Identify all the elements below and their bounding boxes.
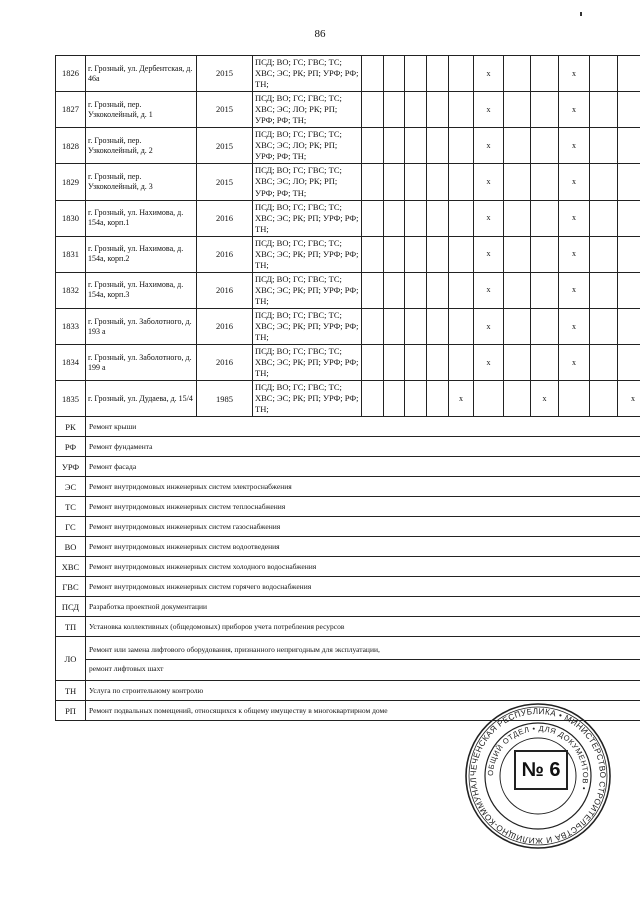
legend-code: ПСД [56, 597, 86, 617]
row-number: 1835 [56, 381, 86, 417]
row-mark-cell: x [474, 236, 504, 272]
row-works-list: ПСД; ВО; ГС; ГВС; ТС; ХВС; ЭС; РК; РП; УРФ; РФ; ТН; [253, 236, 362, 272]
row-mark-cell [590, 92, 618, 128]
legend-row [56, 537, 640, 557]
legend-code: ТС [56, 497, 86, 517]
legend-row [56, 577, 640, 597]
row-year: 2015 [197, 56, 253, 92]
row-mark-cell [449, 200, 474, 236]
row-mark-cell [427, 92, 449, 128]
row-mark-cell: x [559, 345, 590, 381]
row-address: г. Грозный, ул. Нахимова, д. 154а, корп.3 [86, 272, 197, 308]
legend-description-line: ремонт лифтовых шахт [89, 664, 164, 674]
legend-description: Ремонт фундамента [86, 437, 640, 457]
legend-code: ЛО [56, 637, 86, 681]
legend-code: ТН [56, 681, 86, 701]
row-number: 1833 [56, 308, 86, 344]
row-mark-cell [531, 92, 559, 128]
legend-description: Ремонт фасада [86, 457, 640, 477]
row-mark-cell [590, 236, 618, 272]
row-year: 2016 [197, 345, 253, 381]
legend-code: ГВС [56, 577, 86, 597]
row-mark-cell [590, 128, 618, 164]
row-mark-cell: x [559, 56, 590, 92]
table-row [56, 272, 640, 308]
row-mark-cell: x [531, 381, 559, 417]
row-mark-cell [618, 308, 640, 344]
row-mark-cell [449, 272, 474, 308]
legend-code: ЭС [56, 477, 86, 497]
row-works-list: ПСД; ВО; ГС; ГВС; ТС; ХВС; ЭС; ЛО; РК; РП; УРФ; РФ; ТН; [253, 92, 362, 128]
legend-code: ТП [56, 617, 86, 637]
row-mark-cell [405, 164, 427, 200]
row-mark-cell [531, 56, 559, 92]
row-mark-cell [362, 308, 384, 344]
legend-row [56, 497, 640, 517]
row-mark-cell: x [559, 92, 590, 128]
row-works-list: ПСД; ВО; ГС; ГВС; ТС; ХВС; ЭС; РК; РП; УРФ; РФ; ТН; [253, 56, 362, 92]
row-mark-cell [427, 200, 449, 236]
row-mark-cell [449, 92, 474, 128]
legend-row [56, 681, 640, 701]
row-mark-cell: x [474, 308, 504, 344]
row-mark-cell [362, 200, 384, 236]
row-mark-cell [362, 56, 384, 92]
row-year: 2015 [197, 92, 253, 128]
row-mark-cell [362, 164, 384, 200]
row-mark-cell [384, 92, 405, 128]
row-mark-cell [384, 236, 405, 272]
row-mark-cell [531, 200, 559, 236]
row-address: г. Грозный, ул. Заболотного, д. 199 а [86, 345, 197, 381]
row-mark-cell [504, 345, 531, 381]
legend-row [56, 597, 640, 617]
row-mark-cell [504, 164, 531, 200]
row-number: 1834 [56, 345, 86, 381]
row-year: 2016 [197, 236, 253, 272]
row-mark-cell: x [474, 56, 504, 92]
row-mark-cell [362, 345, 384, 381]
row-mark-cell [405, 236, 427, 272]
row-mark-cell [427, 56, 449, 92]
row-works-list: ПСД; ВО; ГС; ГВС; ТС; ХВС; ЭС; РК; РП; УРФ; РФ; ТН; [253, 308, 362, 344]
legend-code: УРФ [56, 457, 86, 477]
row-mark-cell [427, 128, 449, 164]
row-mark-cell: x [559, 200, 590, 236]
row-mark-cell [618, 200, 640, 236]
legend-description: Услуга по строительному контролю [86, 681, 640, 701]
legend-code: ВО [56, 537, 86, 557]
row-mark-cell [449, 308, 474, 344]
row-mark-cell: x [618, 381, 640, 417]
row-mark-cell [504, 56, 531, 92]
legend-description: Ремонт внутридомовых инженерных систем теплоснабжения [86, 497, 640, 517]
row-mark-cell: x [449, 381, 474, 417]
legend-code: РФ [56, 437, 86, 457]
row-works-list: ПСД; ВО; ГС; ГВС; ТС; ХВС; ЭС; РК; РП; УРФ; РФ; ТН; [253, 345, 362, 381]
legend-description: Ремонт внутридомовых инженерных систем электроснабжения [86, 477, 640, 497]
legend-description: Ремонт внутридомовых инженерных систем водоотведения [86, 537, 640, 557]
table-row [56, 56, 640, 92]
row-mark-cell [504, 308, 531, 344]
row-mark-cell [362, 236, 384, 272]
row-address: г. Грозный, пер. Узкоколейный, д. 1 [86, 92, 197, 128]
repair-program-table [55, 55, 640, 721]
table-row [56, 92, 640, 128]
row-mark-cell [449, 164, 474, 200]
object-rows [56, 56, 640, 417]
row-mark-cell [427, 272, 449, 308]
table-row [56, 200, 640, 236]
row-mark-cell: x [559, 128, 590, 164]
legend-rows [56, 417, 640, 721]
row-mark-cell [384, 56, 405, 92]
legend-description: Ремонт внутридомовых инженерных систем холодного водоснабжения [86, 557, 640, 577]
row-mark-cell [362, 128, 384, 164]
row-mark-cell [531, 345, 559, 381]
stamp-outer-text: ЧЕЧЕНСКАЯ РЕСПУБЛИКА • МИНИСТЕРСТВО СТРОИТЕЛЬСТВА И ЖИЛИЩНО-КОММУНАЛ [468, 706, 608, 846]
legend-code: РП [56, 701, 86, 721]
legend-description-line: Ремонт или замена лифтового оборудования, признанного непригодным для эксплуатации, [86, 642, 640, 660]
row-address: г. Грозный, ул. Дербентская, д. 46а [86, 56, 197, 92]
row-mark-cell [590, 164, 618, 200]
legend-description: Разработка проектной документации [86, 597, 640, 617]
table-row [56, 345, 640, 381]
table-row [56, 128, 640, 164]
table-row [56, 236, 640, 272]
row-number: 1832 [56, 272, 86, 308]
row-address: г. Грозный, ул. Заболотного, д. 193 а [86, 308, 197, 344]
row-year: 2015 [197, 128, 253, 164]
row-mark-cell [384, 308, 405, 344]
row-mark-cell [384, 128, 405, 164]
row-year: 2015 [197, 164, 253, 200]
row-mark-cell: x [474, 92, 504, 128]
row-mark-cell [531, 236, 559, 272]
row-mark-cell [427, 236, 449, 272]
page-number: 86 [314, 28, 326, 40]
row-mark-cell [405, 308, 427, 344]
row-mark-cell [362, 381, 384, 417]
row-year: 2016 [197, 200, 253, 236]
row-mark-cell [362, 272, 384, 308]
legend-row [56, 637, 640, 681]
row-mark-cell [590, 272, 618, 308]
legend-row [56, 557, 640, 577]
row-mark-cell [618, 272, 640, 308]
row-mark-cell [449, 56, 474, 92]
legend-code: РК [56, 417, 86, 437]
row-address: г. Грозный, ул. Нахимова, д. 154а, корп.1 [86, 200, 197, 236]
row-mark-cell [405, 200, 427, 236]
row-year: 2016 [197, 272, 253, 308]
legend-description: Ремонт крыши [86, 417, 640, 437]
row-mark-cell [590, 345, 618, 381]
row-year: 2016 [197, 308, 253, 344]
row-mark-cell [405, 128, 427, 164]
row-mark-cell [618, 92, 640, 128]
row-mark-cell [504, 200, 531, 236]
row-mark-cell [384, 200, 405, 236]
table-row [56, 308, 640, 344]
row-works-list: ПСД; ВО; ГС; ГВС; ТС; ХВС; ЭС; РК; РП; УРФ; РФ; ТН; [253, 381, 362, 417]
row-address: г. Грозный, пер. Узкоколейный, д. 2 [86, 128, 197, 164]
row-year: 1985 [197, 381, 253, 417]
row-mark-cell: x [559, 272, 590, 308]
row-mark-cell: x [559, 164, 590, 200]
row-number: 1829 [56, 164, 86, 200]
row-mark-cell [504, 272, 531, 308]
row-mark-cell [504, 381, 531, 417]
legend-description [86, 637, 640, 681]
row-mark-cell [590, 308, 618, 344]
row-mark-cell [531, 128, 559, 164]
legend-description: Ремонт подвальных помещений, относящихся к общему имуществу в многоквартирном доме [86, 701, 640, 721]
row-mark-cell [618, 164, 640, 200]
row-address: г. Грозный, пер. Узкоколейный, д. 3 [86, 164, 197, 200]
row-mark-cell [405, 381, 427, 417]
row-mark-cell: x [559, 308, 590, 344]
row-mark-cell [618, 236, 640, 272]
row-mark-cell: x [474, 128, 504, 164]
row-mark-cell [504, 128, 531, 164]
row-address: г. Грозный, ул. Нахимова, д. 154а, корп.2 [86, 236, 197, 272]
row-mark-cell: x [474, 272, 504, 308]
row-address: г. Грозный, ул. Дудаева, д. 15/4 [86, 381, 197, 417]
legend-description: Ремонт внутридомовых инженерных систем газоснабжения [86, 517, 640, 537]
row-mark-cell [362, 92, 384, 128]
row-works-list: ПСД; ВО; ГС; ГВС; ТС; ХВС; ЭС; ЛО; РК; РП; УРФ; РФ; ТН; [253, 164, 362, 200]
row-mark-cell [405, 56, 427, 92]
row-mark-cell [531, 164, 559, 200]
row-mark-cell [504, 92, 531, 128]
row-mark-cell: x [474, 200, 504, 236]
legend-row [56, 437, 640, 457]
row-mark-cell [618, 345, 640, 381]
stamp-number: № 6 [514, 750, 568, 790]
table-row [56, 164, 640, 200]
row-number: 1826 [56, 56, 86, 92]
row-mark-cell [590, 200, 618, 236]
row-mark-cell [405, 345, 427, 381]
legend-code: ГС [56, 517, 86, 537]
row-mark-cell [384, 164, 405, 200]
row-mark-cell [531, 272, 559, 308]
row-works-list: ПСД; ВО; ГС; ГВС; ТС; ХВС; ЭС; РК; РП; УРФ; РФ; ТН; [253, 200, 362, 236]
row-mark-cell [618, 56, 640, 92]
legend-row [56, 517, 640, 537]
row-mark-cell [590, 56, 618, 92]
row-mark-cell [504, 236, 531, 272]
official-stamp [463, 701, 613, 851]
row-mark-cell [449, 345, 474, 381]
legend-description: Установка коллективных (общедомовых) приборов учета потребления ресурсов [86, 617, 640, 637]
row-number: 1831 [56, 236, 86, 272]
legend-row [56, 457, 640, 477]
row-number: 1827 [56, 92, 86, 128]
row-mark-cell [405, 92, 427, 128]
legend-row [56, 477, 640, 497]
row-number: 1828 [56, 128, 86, 164]
row-mark-cell [474, 381, 504, 417]
scan-speck [580, 12, 582, 16]
stamp-inner-text: ОБЩИЙ ОТДЕЛ • ДЛЯ ДОКУМЕНТОВ • [485, 723, 591, 792]
row-mark-cell [559, 381, 590, 417]
legend-description: Ремонт внутридомовых инженерных систем горячего водоснабжения [86, 577, 640, 597]
row-mark-cell [427, 164, 449, 200]
row-mark-cell [590, 381, 618, 417]
row-mark-cell: x [474, 164, 504, 200]
row-mark-cell [449, 236, 474, 272]
row-mark-cell [405, 272, 427, 308]
row-mark-cell: x [474, 345, 504, 381]
table-row [56, 381, 640, 417]
row-works-list: ПСД; ВО; ГС; ГВС; ТС; ХВС; ЭС; РК; РП; УРФ; РФ; ТН; [253, 272, 362, 308]
row-mark-cell [427, 381, 449, 417]
row-mark-cell [384, 272, 405, 308]
row-mark-cell [449, 128, 474, 164]
row-mark-cell [384, 345, 405, 381]
row-mark-cell [427, 345, 449, 381]
row-mark-cell: x [559, 236, 590, 272]
row-mark-cell [384, 381, 405, 417]
row-mark-cell [427, 308, 449, 344]
row-mark-cell [531, 308, 559, 344]
row-number: 1830 [56, 200, 86, 236]
legend-row [56, 617, 640, 637]
legend-code: ХВС [56, 557, 86, 577]
row-works-list: ПСД; ВО; ГС; ГВС; ТС; ХВС; ЭС; ЛО; РК; РП; УРФ; РФ; ТН; [253, 128, 362, 164]
row-mark-cell [618, 128, 640, 164]
legend-row [56, 417, 640, 437]
